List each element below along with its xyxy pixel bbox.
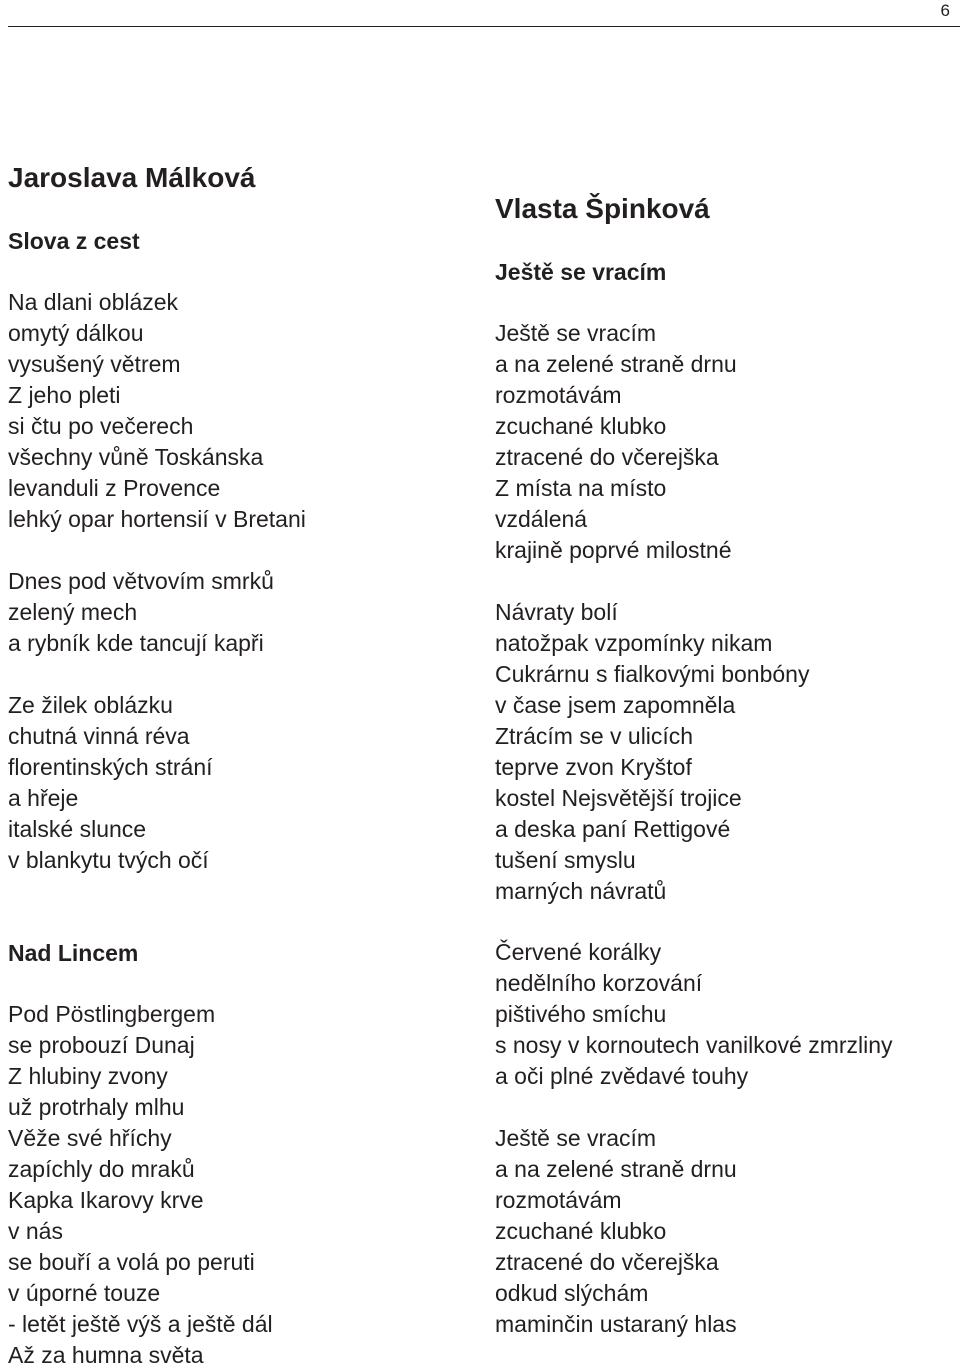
poem-line: nedělního korzování [495,970,703,996]
poem-line: Z hlubiny zvony [8,1063,168,1089]
poem-line: Návraty bolí [495,599,618,625]
poem-line: Pod Pöstlingbergem [8,1001,216,1027]
stanza [8,999,273,1371]
poem-title: Slova z cest [8,228,140,254]
page-number: 6 [940,1,950,20]
poem-line: vysušený větrem [8,351,181,377]
stanza [495,318,737,566]
poem-line: maminčin ustaraný hlas [495,1311,737,1337]
poem-line: a deska paní Rettigové [495,816,731,842]
poem-title: Nad Lincem [8,940,139,966]
poem-line: Až za humna světa [8,1342,204,1368]
poem-line: Z jeho pleti [8,382,121,408]
poem-line: zelený mech [8,599,138,625]
poem-line: levanduli z Provence [8,475,221,501]
poem-line: rozmotávám [495,1187,622,1213]
author-name: Vlasta Špinková [495,193,710,224]
poem-line: Z místa na místo [495,475,667,501]
stanza [495,937,893,1092]
poem-line: rozmotávám [495,382,622,408]
stanza [495,1123,737,1340]
poem-line: všechny vůně Toskánska [8,444,264,470]
poem-line: ztracené do včerejška [495,1249,719,1275]
poem-line: a na zelené straně drnu [495,1156,737,1182]
poem-line: florentinských strání [8,754,213,780]
poem-line: a oči plné zvědavé touhy [495,1063,749,1089]
poem-line: tušení smyslu [495,847,636,873]
poem-line: Ze žilek oblázku [8,692,173,718]
poem-line: vzdálená [495,506,588,532]
stanza [8,287,306,535]
poem-line: zapíchly do mraků [8,1156,195,1182]
poem-line: omytý dálkou [8,320,144,346]
poem-line: si čtu po večerech [8,413,194,439]
poem-line: Dnes pod větvovím smrků [8,568,274,594]
poem-line: s nosy v kornoutech vanilkové zmrzliny [495,1032,893,1058]
poem-line: a hřeje [8,785,79,811]
poem-line: už protrhaly mlhu [8,1094,185,1120]
poem-line: v úporné touze [8,1280,161,1306]
poem-line: Červené korálky [495,939,662,965]
poem-line: krajině poprvé milostné [495,537,732,563]
poem-line: v nás [8,1218,63,1244]
stanza [8,690,213,876]
poem-line: kostel Nejsvětější trojice [495,785,742,811]
poem-line: Ještě se vracím [495,320,657,346]
header-rule [8,26,960,27]
poem-line: Ještě se vracím [495,1125,657,1151]
poem-line: italské slunce [8,816,147,842]
poem-line: Kapka Ikarovy krve [8,1187,204,1213]
poem-line: zcuchané klubko [495,1218,667,1244]
poem-line: a rybník kde tancují kapři [8,630,264,656]
author-name: Jaroslava Málková [8,162,256,193]
poem-line: Cukrárnu s fialkovými bonbóny [495,661,810,687]
poem-line: - letět ještě výš a ještě dál [8,1311,273,1337]
poem-line: se probouzí Dunaj [8,1032,195,1058]
poem-line: teprve zvon Kryštof [495,754,692,780]
poem-line: marných návratů [495,878,667,904]
poem-line: v čase jsem zapomněla [495,692,736,718]
stanza [495,597,809,907]
poem-line: odkud slýchám [495,1280,649,1306]
poem-line: natožpak vzpomínky nikam [495,630,773,656]
stanza [8,566,274,659]
poem-title: Ještě se vracím [495,259,667,285]
poem-line: v blankytu tvých očí [8,847,209,873]
poem-line: ztracené do včerejška [495,444,719,470]
poem-line: Na dlani oblázek [8,289,179,315]
poem-line: pištivého smíchu [495,1001,667,1027]
poem-line: Věže své hříchy [8,1125,172,1151]
poem-line: lehký opar hortensií v Bretani [8,506,306,532]
poem-line: chutná vinná réva [8,723,190,749]
poem-line: Ztrácím se v ulicích [495,723,694,749]
poem-line: se bouří a volá po peruti [8,1249,255,1275]
poem-line: zcuchané klubko [495,413,667,439]
poem-line: a na zelené straně drnu [495,351,737,377]
